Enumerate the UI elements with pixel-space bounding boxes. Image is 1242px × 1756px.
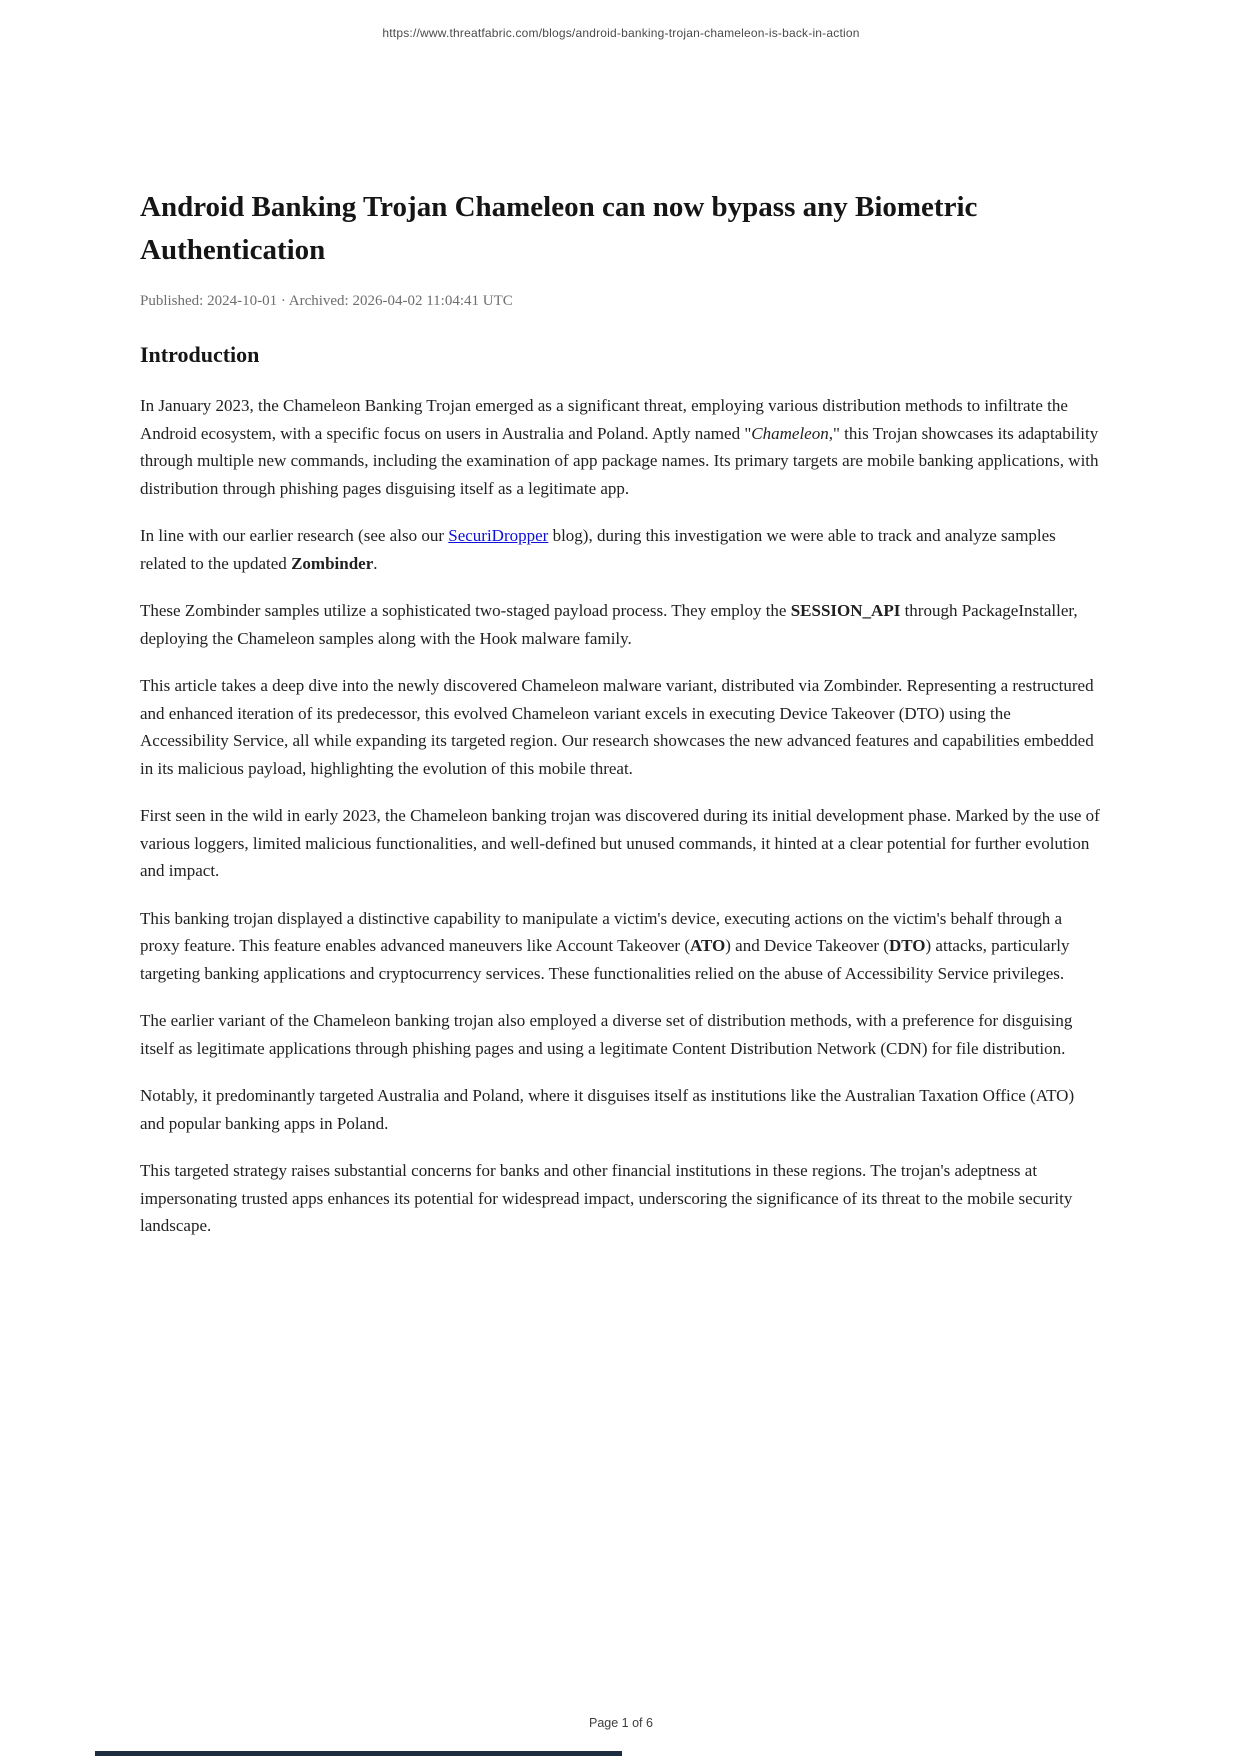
text-run: blog), during this investigation we were able to track and analyze samples related to the updated xyxy=(140,526,1056,573)
next-page-preview-bar xyxy=(95,1751,622,1756)
text-run: This article takes a deep dive into the newly discovered Chameleon malware variant, distributed via Zombinder. Representing a restructured and enhanced iteration of its predecessor, this evolved Chameleon variant excels in executing Device Takeover (DTO) using the Accessibility Service, all while expanding its targeted region. Our research showcases the new advanced features and capabilities embedded in its malicious payload, highlighting the evolution of this mobile threat. xyxy=(140,676,1094,778)
paragraph xyxy=(140,672,1102,782)
text-run: First seen in the wild in early 2023, the Chameleon banking trojan was discovered during its initial development phase. Marked by the use of various loggers, limited malicious functionalities, and well-defined but unused commands, it hinted at a clear potential for further evolution and impact. xyxy=(140,806,1100,880)
paragraph xyxy=(140,905,1102,988)
bold-text: ATO xyxy=(689,936,726,955)
text-run: This targeted strategy raises substantial concerns for banks and other financial institutions in these regions. The trojan's adeptness at impersonating trusted apps enhances its potential for widespread impact, underscoring the significance of its threat to the mobile security landscape. xyxy=(140,1161,1073,1235)
text-run: These Zombinder samples utilize a sophisticated two-staged payload process. They employ the xyxy=(140,601,791,620)
paragraph xyxy=(140,802,1102,885)
italic-text: Chameleon xyxy=(751,423,829,443)
print-url-header: https://www.threatfabric.com/blogs/android-banking-trojan-chameleon-is-back-in-action xyxy=(382,26,860,40)
text-run: In line with our earlier research (see also our xyxy=(140,526,449,545)
text-run: This banking trojan displayed a distinctive capability to manipulate a victim's device, executing actions on the victim's behalf through a proxy feature. This feature enables advanced maneuvers like Account Takeover ( xyxy=(140,908,1062,955)
text-run: . xyxy=(373,553,378,573)
paragraph xyxy=(140,1007,1102,1062)
article-meta: Published: 2024-10-01 · Archived: 2026-04-02 11:04:41 UTC xyxy=(140,293,513,309)
paragraph xyxy=(140,597,1102,652)
securidropper-link[interactable]: SecuriDropper xyxy=(448,526,549,545)
paragraph xyxy=(140,1082,1102,1137)
paragraph xyxy=(140,1157,1102,1240)
text-run: ) and Device Takeover ( xyxy=(725,936,889,955)
bold-text: SESSION_API xyxy=(790,601,901,620)
text-run: ) attacks, particularly targeting banking applications and cryptocurrency services. These functionalities relied on the abuse of Accessibility Service privileges. xyxy=(140,936,1070,983)
article-title: Android Banking Trojan Chameleon can now bypass any Biometric Authentication xyxy=(140,191,978,266)
article-page-content xyxy=(140,0,1102,1260)
text-run: through PackageInstaller, deploying the Chameleon samples along with the Hook malware family. xyxy=(140,601,1078,648)
text-run: In January 2023, the Chameleon Banking Trojan emerged as a significant threat, employing various distribution methods to infiltrate the Android ecosystem, with a specific focus on users in Australia and Poland. Aptly named " xyxy=(140,396,1068,443)
paragraph xyxy=(140,392,1102,502)
section-heading-introduction: Introduction xyxy=(140,342,260,367)
text-run: The earlier variant of the Chameleon banking trojan also employed a diverse set of distribution methods, with a preference for disguising itself as legitimate applications through phishing pages and using a legitimate Content Distribution Network (CDN) for file distribution. xyxy=(140,1011,1073,1058)
article-body xyxy=(140,392,1102,1240)
bold-text: Zombinder xyxy=(291,553,374,573)
bold-text: DTO xyxy=(888,936,926,955)
page-number: Page 1 of 6 xyxy=(589,1716,653,1730)
text-run: Notably, it predominantly targeted Australia and Poland, where it disguises itself as institutions like the Australian Taxation Office (ATO) and popular banking apps in Poland. xyxy=(140,1086,1075,1133)
text-run: ," this Trojan showcases its adaptability through multiple new commands, including the examination of app package names. Its primary targets are mobile banking applications, with distribution through phishing pages disguising itself as a legitimate app. xyxy=(140,423,1099,498)
paragraph xyxy=(140,522,1102,577)
